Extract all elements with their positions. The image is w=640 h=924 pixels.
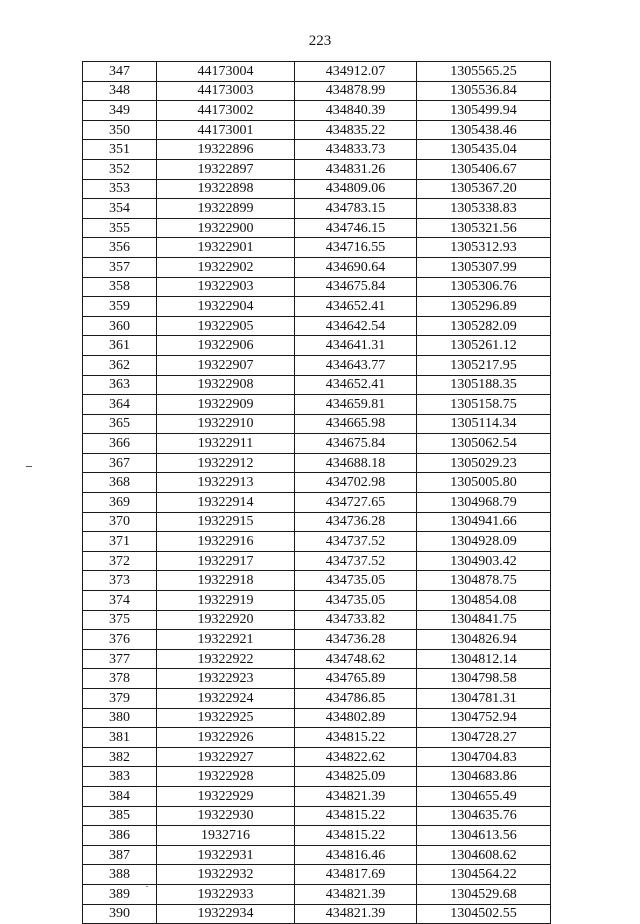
y-coordinate-cell: 1305321.56 xyxy=(417,218,551,238)
y-coordinate-cell: 1305338.83 xyxy=(417,199,551,219)
table-row xyxy=(83,571,551,591)
x-coordinate-cell: 434690.64 xyxy=(295,257,417,277)
point-id-cell: 19322900 xyxy=(157,218,295,238)
table-row xyxy=(83,277,551,297)
point-number-cell: 390 xyxy=(83,904,157,924)
point-id-cell: 44173003 xyxy=(157,81,295,101)
x-coordinate-cell: 434643.77 xyxy=(295,355,417,375)
y-coordinate-cell: 1304903.42 xyxy=(417,551,551,571)
y-coordinate-cell: 1305306.76 xyxy=(417,277,551,297)
x-coordinate-cell: 434817.69 xyxy=(295,865,417,885)
point-id-cell: 19322921 xyxy=(157,630,295,650)
table-row xyxy=(83,786,551,806)
table-row xyxy=(83,865,551,885)
point-id-cell: 19322906 xyxy=(157,336,295,356)
point-id-cell: 19322932 xyxy=(157,865,295,885)
y-coordinate-cell: 1304608.62 xyxy=(417,845,551,865)
y-coordinate-cell: 1304529.68 xyxy=(417,884,551,904)
table-row xyxy=(83,845,551,865)
point-number-cell: 385 xyxy=(83,806,157,826)
point-id-cell: 19322931 xyxy=(157,845,295,865)
x-coordinate-cell: 434748.62 xyxy=(295,649,417,669)
point-number-cell: 370 xyxy=(83,512,157,532)
point-id-cell: 19322933 xyxy=(157,884,295,904)
x-coordinate-cell: 434737.52 xyxy=(295,532,417,552)
table-row xyxy=(83,689,551,709)
y-coordinate-cell: 1304728.27 xyxy=(417,728,551,748)
y-coordinate-cell: 1305565.25 xyxy=(417,62,551,82)
point-number-cell: 381 xyxy=(83,728,157,748)
y-coordinate-cell: 1304941.66 xyxy=(417,512,551,532)
x-coordinate-cell: 434727.65 xyxy=(295,493,417,513)
y-coordinate-cell: 1304655.49 xyxy=(417,786,551,806)
page-number: 223 xyxy=(308,33,332,49)
y-coordinate-cell: 1304968.79 xyxy=(417,493,551,513)
point-id-cell: 19322913 xyxy=(157,473,295,493)
table-row xyxy=(83,610,551,630)
point-number-cell: 362 xyxy=(83,355,157,375)
point-number-cell: 375 xyxy=(83,610,157,630)
table-row xyxy=(83,884,551,904)
x-coordinate-cell: 434835.22 xyxy=(295,120,417,140)
table-row xyxy=(83,630,551,650)
y-coordinate-cell: 1305435.04 xyxy=(417,140,551,160)
table-row xyxy=(83,316,551,336)
x-coordinate-cell: 434802.89 xyxy=(295,708,417,728)
x-coordinate-cell: 434659.81 xyxy=(295,395,417,415)
point-id-cell: 19322907 xyxy=(157,355,295,375)
table-row xyxy=(83,140,551,160)
point-number-cell: 359 xyxy=(83,297,157,317)
y-coordinate-cell: 1304613.56 xyxy=(417,826,551,846)
table-row xyxy=(83,101,551,121)
point-id-cell: 19322920 xyxy=(157,610,295,630)
point-id-cell: 19322897 xyxy=(157,159,295,179)
table-row xyxy=(83,375,551,395)
point-number-cell: 369 xyxy=(83,493,157,513)
point-number-cell: 351 xyxy=(83,140,157,160)
table-row xyxy=(83,297,551,317)
x-coordinate-cell: 434733.82 xyxy=(295,610,417,630)
point-number-cell: 382 xyxy=(83,747,157,767)
point-id-cell: 19322902 xyxy=(157,257,295,277)
y-coordinate-cell: 1305312.93 xyxy=(417,238,551,258)
point-id-cell: 19322930 xyxy=(157,806,295,826)
x-coordinate-cell: 434809.06 xyxy=(295,179,417,199)
point-id-cell: 19322922 xyxy=(157,649,295,669)
point-number-cell: 349 xyxy=(83,101,157,121)
table-row xyxy=(83,904,551,924)
point-id-cell: 19322927 xyxy=(157,747,295,767)
point-number-cell: 352 xyxy=(83,159,157,179)
scan-artifact-dot xyxy=(146,886,148,887)
y-coordinate-cell: 1305536.84 xyxy=(417,81,551,101)
x-coordinate-cell: 434642.54 xyxy=(295,316,417,336)
y-coordinate-cell: 1305029.23 xyxy=(417,453,551,473)
x-coordinate-cell: 434716.55 xyxy=(295,238,417,258)
point-id-cell: 19322934 xyxy=(157,904,295,924)
y-coordinate-cell: 1304812.14 xyxy=(417,649,551,669)
y-coordinate-cell: 1304781.31 xyxy=(417,689,551,709)
table-row xyxy=(83,473,551,493)
point-number-cell: 373 xyxy=(83,571,157,591)
y-coordinate-cell: 1304928.09 xyxy=(417,532,551,552)
y-coordinate-cell: 1304841.75 xyxy=(417,610,551,630)
x-coordinate-cell: 434816.46 xyxy=(295,845,417,865)
table-row xyxy=(83,747,551,767)
point-number-cell: 368 xyxy=(83,473,157,493)
table-row xyxy=(83,355,551,375)
point-number-cell: 388 xyxy=(83,865,157,885)
y-coordinate-cell: 1304826.94 xyxy=(417,630,551,650)
x-coordinate-cell: 434736.28 xyxy=(295,512,417,532)
x-coordinate-cell: 434765.89 xyxy=(295,669,417,689)
table-row xyxy=(83,551,551,571)
x-coordinate-cell: 434831.26 xyxy=(295,159,417,179)
point-id-cell: 19322926 xyxy=(157,728,295,748)
table-row xyxy=(83,414,551,434)
table-row xyxy=(83,179,551,199)
y-coordinate-cell: 1304704.83 xyxy=(417,747,551,767)
y-coordinate-cell: 1304635.76 xyxy=(417,806,551,826)
scan-artifact-mark xyxy=(26,466,32,467)
x-coordinate-cell: 434815.22 xyxy=(295,826,417,846)
y-coordinate-cell: 1304683.86 xyxy=(417,767,551,787)
table-row xyxy=(83,81,551,101)
table-row xyxy=(83,767,551,787)
point-number-cell: 379 xyxy=(83,689,157,709)
y-coordinate-cell: 1304564.22 xyxy=(417,865,551,885)
y-coordinate-cell: 1305114.34 xyxy=(417,414,551,434)
x-coordinate-cell: 434821.39 xyxy=(295,884,417,904)
point-id-cell: 44173001 xyxy=(157,120,295,140)
x-coordinate-cell: 434735.05 xyxy=(295,571,417,591)
point-number-cell: 358 xyxy=(83,277,157,297)
table-row xyxy=(83,826,551,846)
point-id-cell: 19322908 xyxy=(157,375,295,395)
point-number-cell: 357 xyxy=(83,257,157,277)
point-id-cell: 19322918 xyxy=(157,571,295,591)
point-id-cell: 19322903 xyxy=(157,277,295,297)
y-coordinate-cell: 1305158.75 xyxy=(417,395,551,415)
y-coordinate-cell: 1304502.55 xyxy=(417,904,551,924)
coordinates-table xyxy=(82,61,551,924)
point-id-cell: 19322905 xyxy=(157,316,295,336)
y-coordinate-cell: 1305438.46 xyxy=(417,120,551,140)
x-coordinate-cell: 434675.84 xyxy=(295,434,417,454)
point-id-cell: 19322898 xyxy=(157,179,295,199)
point-number-cell: 380 xyxy=(83,708,157,728)
point-number-cell: 364 xyxy=(83,395,157,415)
table-row xyxy=(83,434,551,454)
point-id-cell: 19322904 xyxy=(157,297,295,317)
y-coordinate-cell: 1305217.95 xyxy=(417,355,551,375)
x-coordinate-cell: 434815.22 xyxy=(295,806,417,826)
table-row xyxy=(83,336,551,356)
x-coordinate-cell: 434822.62 xyxy=(295,747,417,767)
x-coordinate-cell: 434737.52 xyxy=(295,551,417,571)
y-coordinate-cell: 1305261.12 xyxy=(417,336,551,356)
point-number-cell: 348 xyxy=(83,81,157,101)
y-coordinate-cell: 1304752.94 xyxy=(417,708,551,728)
point-id-cell: 19322899 xyxy=(157,199,295,219)
point-id-cell: 19322915 xyxy=(157,512,295,532)
table-row xyxy=(83,238,551,258)
point-number-cell: 356 xyxy=(83,238,157,258)
x-coordinate-cell: 434652.41 xyxy=(295,375,417,395)
point-number-cell: 378 xyxy=(83,669,157,689)
y-coordinate-cell: 1305367.20 xyxy=(417,179,551,199)
table-row xyxy=(83,453,551,473)
y-coordinate-cell: 1305406.67 xyxy=(417,159,551,179)
point-id-cell: 19322929 xyxy=(157,786,295,806)
point-id-cell: 19322928 xyxy=(157,767,295,787)
point-number-cell: 353 xyxy=(83,179,157,199)
point-number-cell: 354 xyxy=(83,199,157,219)
point-id-cell: 19322924 xyxy=(157,689,295,709)
point-id-cell: 19322912 xyxy=(157,453,295,473)
x-coordinate-cell: 434675.84 xyxy=(295,277,417,297)
coordinates-table-body xyxy=(83,62,551,924)
table-row xyxy=(83,669,551,689)
table-row xyxy=(83,159,551,179)
point-number-cell: 377 xyxy=(83,649,157,669)
table-row xyxy=(83,395,551,415)
x-coordinate-cell: 434688.18 xyxy=(295,453,417,473)
x-coordinate-cell: 434652.41 xyxy=(295,297,417,317)
point-number-cell: 372 xyxy=(83,551,157,571)
y-coordinate-cell: 1305188.35 xyxy=(417,375,551,395)
point-id-cell: 19322916 xyxy=(157,532,295,552)
y-coordinate-cell: 1305499.94 xyxy=(417,101,551,121)
x-coordinate-cell: 434735.05 xyxy=(295,591,417,611)
point-number-cell: 376 xyxy=(83,630,157,650)
point-number-cell: 371 xyxy=(83,532,157,552)
point-id-cell: 19322914 xyxy=(157,493,295,513)
x-coordinate-cell: 434815.22 xyxy=(295,728,417,748)
point-id-cell: 19322901 xyxy=(157,238,295,258)
point-id-cell: 19322923 xyxy=(157,669,295,689)
x-coordinate-cell: 434821.39 xyxy=(295,904,417,924)
x-coordinate-cell: 434641.31 xyxy=(295,336,417,356)
point-number-cell: 374 xyxy=(83,591,157,611)
point-number-cell: 347 xyxy=(83,62,157,82)
point-number-cell: 367 xyxy=(83,453,157,473)
point-id-cell: 19322910 xyxy=(157,414,295,434)
point-id-cell: 19322919 xyxy=(157,591,295,611)
point-id-cell: 19322909 xyxy=(157,395,295,415)
table-row xyxy=(83,591,551,611)
x-coordinate-cell: 434833.73 xyxy=(295,140,417,160)
x-coordinate-cell: 434878.99 xyxy=(295,81,417,101)
table-row xyxy=(83,728,551,748)
y-coordinate-cell: 1304878.75 xyxy=(417,571,551,591)
point-number-cell: 384 xyxy=(83,786,157,806)
x-coordinate-cell: 434821.39 xyxy=(295,786,417,806)
point-id-cell: 19322896 xyxy=(157,140,295,160)
table-row xyxy=(83,120,551,140)
point-number-cell: 350 xyxy=(83,120,157,140)
table-row xyxy=(83,218,551,238)
table-row xyxy=(83,493,551,513)
x-coordinate-cell: 434840.39 xyxy=(295,101,417,121)
point-number-cell: 363 xyxy=(83,375,157,395)
y-coordinate-cell: 1304854.08 xyxy=(417,591,551,611)
point-id-cell: 44173002 xyxy=(157,101,295,121)
point-id-cell: 19322925 xyxy=(157,708,295,728)
x-coordinate-cell: 434912.07 xyxy=(295,62,417,82)
point-number-cell: 387 xyxy=(83,845,157,865)
point-number-cell: 355 xyxy=(83,218,157,238)
table-row xyxy=(83,199,551,219)
table-row xyxy=(83,806,551,826)
point-id-cell: 19322911 xyxy=(157,434,295,454)
point-number-cell: 360 xyxy=(83,316,157,336)
point-number-cell: 386 xyxy=(83,826,157,846)
table-row xyxy=(83,62,551,82)
point-id-cell: 1932716 xyxy=(157,826,295,846)
point-number-cell: 365 xyxy=(83,414,157,434)
table-row xyxy=(83,649,551,669)
y-coordinate-cell: 1304798.58 xyxy=(417,669,551,689)
x-coordinate-cell: 434736.28 xyxy=(295,630,417,650)
x-coordinate-cell: 434786.85 xyxy=(295,689,417,709)
x-coordinate-cell: 434783.15 xyxy=(295,199,417,219)
table-row xyxy=(83,257,551,277)
table-row xyxy=(83,512,551,532)
point-number-cell: 389 xyxy=(83,884,157,904)
point-id-cell: 44173004 xyxy=(157,62,295,82)
table-row xyxy=(83,532,551,552)
point-number-cell: 366 xyxy=(83,434,157,454)
x-coordinate-cell: 434702.98 xyxy=(295,473,417,493)
table-row xyxy=(83,708,551,728)
point-id-cell: 19322917 xyxy=(157,551,295,571)
x-coordinate-cell: 434746.15 xyxy=(295,218,417,238)
y-coordinate-cell: 1305062.54 xyxy=(417,434,551,454)
y-coordinate-cell: 1305296.89 xyxy=(417,297,551,317)
y-coordinate-cell: 1305005.80 xyxy=(417,473,551,493)
x-coordinate-cell: 434825.09 xyxy=(295,767,417,787)
point-number-cell: 361 xyxy=(83,336,157,356)
y-coordinate-cell: 1305282.09 xyxy=(417,316,551,336)
x-coordinate-cell: 434665.98 xyxy=(295,414,417,434)
point-number-cell: 383 xyxy=(83,767,157,787)
y-coordinate-cell: 1305307.99 xyxy=(417,257,551,277)
